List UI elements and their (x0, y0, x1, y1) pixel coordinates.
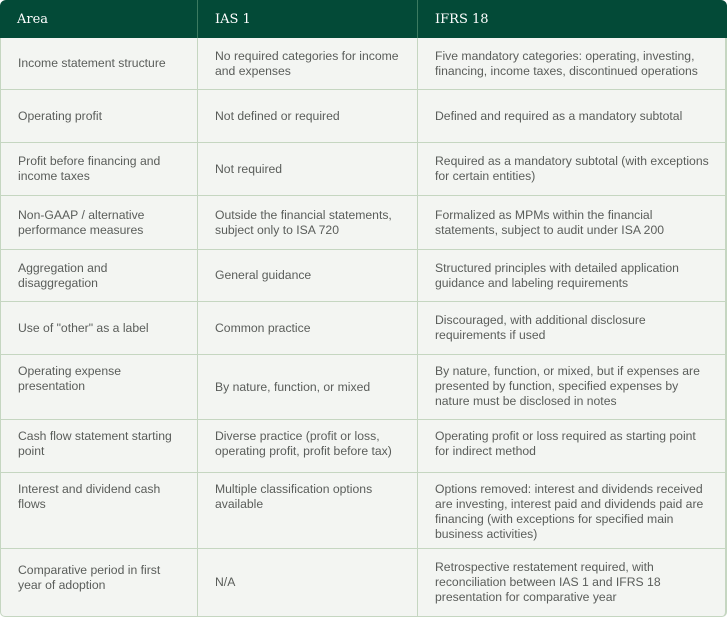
row-4-area: Non-GAAP / alternative performance measures (0, 196, 198, 250)
row-8-area: Cash flow statement starting point (0, 420, 198, 473)
row-9-area: Interest and dividend cash flows (0, 473, 198, 549)
header-ifrs18: IFRS 18 (418, 0, 727, 38)
row-3-area: Profit before financing and income taxes (0, 143, 198, 196)
row-2-area: Operating profit (0, 90, 198, 143)
row-1-ifrs18: Five mandatory categories: operating, investing, financing, income taxes, discontinued operations (418, 38, 727, 90)
row-1-area: Income statement structure (0, 38, 198, 90)
row-2-ifrs18: Defined and required as a mandatory subtotal (418, 90, 727, 143)
row-10-ias1: N/A (198, 549, 418, 617)
row-2-ias1: Not defined or required (198, 90, 418, 143)
row-7-area: Operating expense presentation (0, 355, 198, 420)
row-1-ias1: No required categories for income and expenses (198, 38, 418, 90)
row-5-area: Aggregation and disaggregation (0, 250, 198, 302)
header-area: Area (0, 0, 198, 38)
row-8-ias1: Diverse practice (profit or loss, operating profit, profit before tax) (198, 420, 418, 473)
row-9-ifrs18: Options removed: interest and dividends received are investing, interest paid and dividends paid are financing (with exceptions for specified main business activities) (418, 473, 727, 549)
row-9-ias1: Multiple classification options available (198, 473, 418, 549)
row-7-ifrs18: By nature, function, or mixed, but if expenses are presented by function, specified expenses by nature must be disclosed in notes (418, 355, 727, 420)
row-3-ias1: Not required (198, 143, 418, 196)
row-4-ifrs18: Formalized as MPMs within the financial statements, subject to audit under ISA 200 (418, 196, 727, 250)
row-4-ias1: Outside the financial statements, subject only to ISA 720 (198, 196, 418, 250)
row-6-ifrs18: Discouraged, with additional disclosure requirements if used (418, 302, 727, 355)
row-7-ias1: By nature, function, or mixed (198, 355, 418, 420)
row-10-area: Comparative period in first year of adoption (0, 549, 198, 617)
row-3-ifrs18: Required as a mandatory subtotal (with exceptions for certain entities) (418, 143, 727, 196)
row-6-ias1: Common practice (198, 302, 418, 355)
row-5-ias1: General guidance (198, 250, 418, 302)
row-5-ifrs18: Structured principles with detailed application guidance and labeling requirements (418, 250, 727, 302)
row-6-area: Use of "other" as a label (0, 302, 198, 355)
header-ias1: IAS 1 (198, 0, 418, 38)
row-10-ifrs18: Retrospective restatement required, with reconciliation between IAS 1 and IFRS 18 presentation for comparative year (418, 549, 727, 617)
row-8-ifrs18: Operating profit or loss required as starting point for indirect method (418, 420, 727, 473)
